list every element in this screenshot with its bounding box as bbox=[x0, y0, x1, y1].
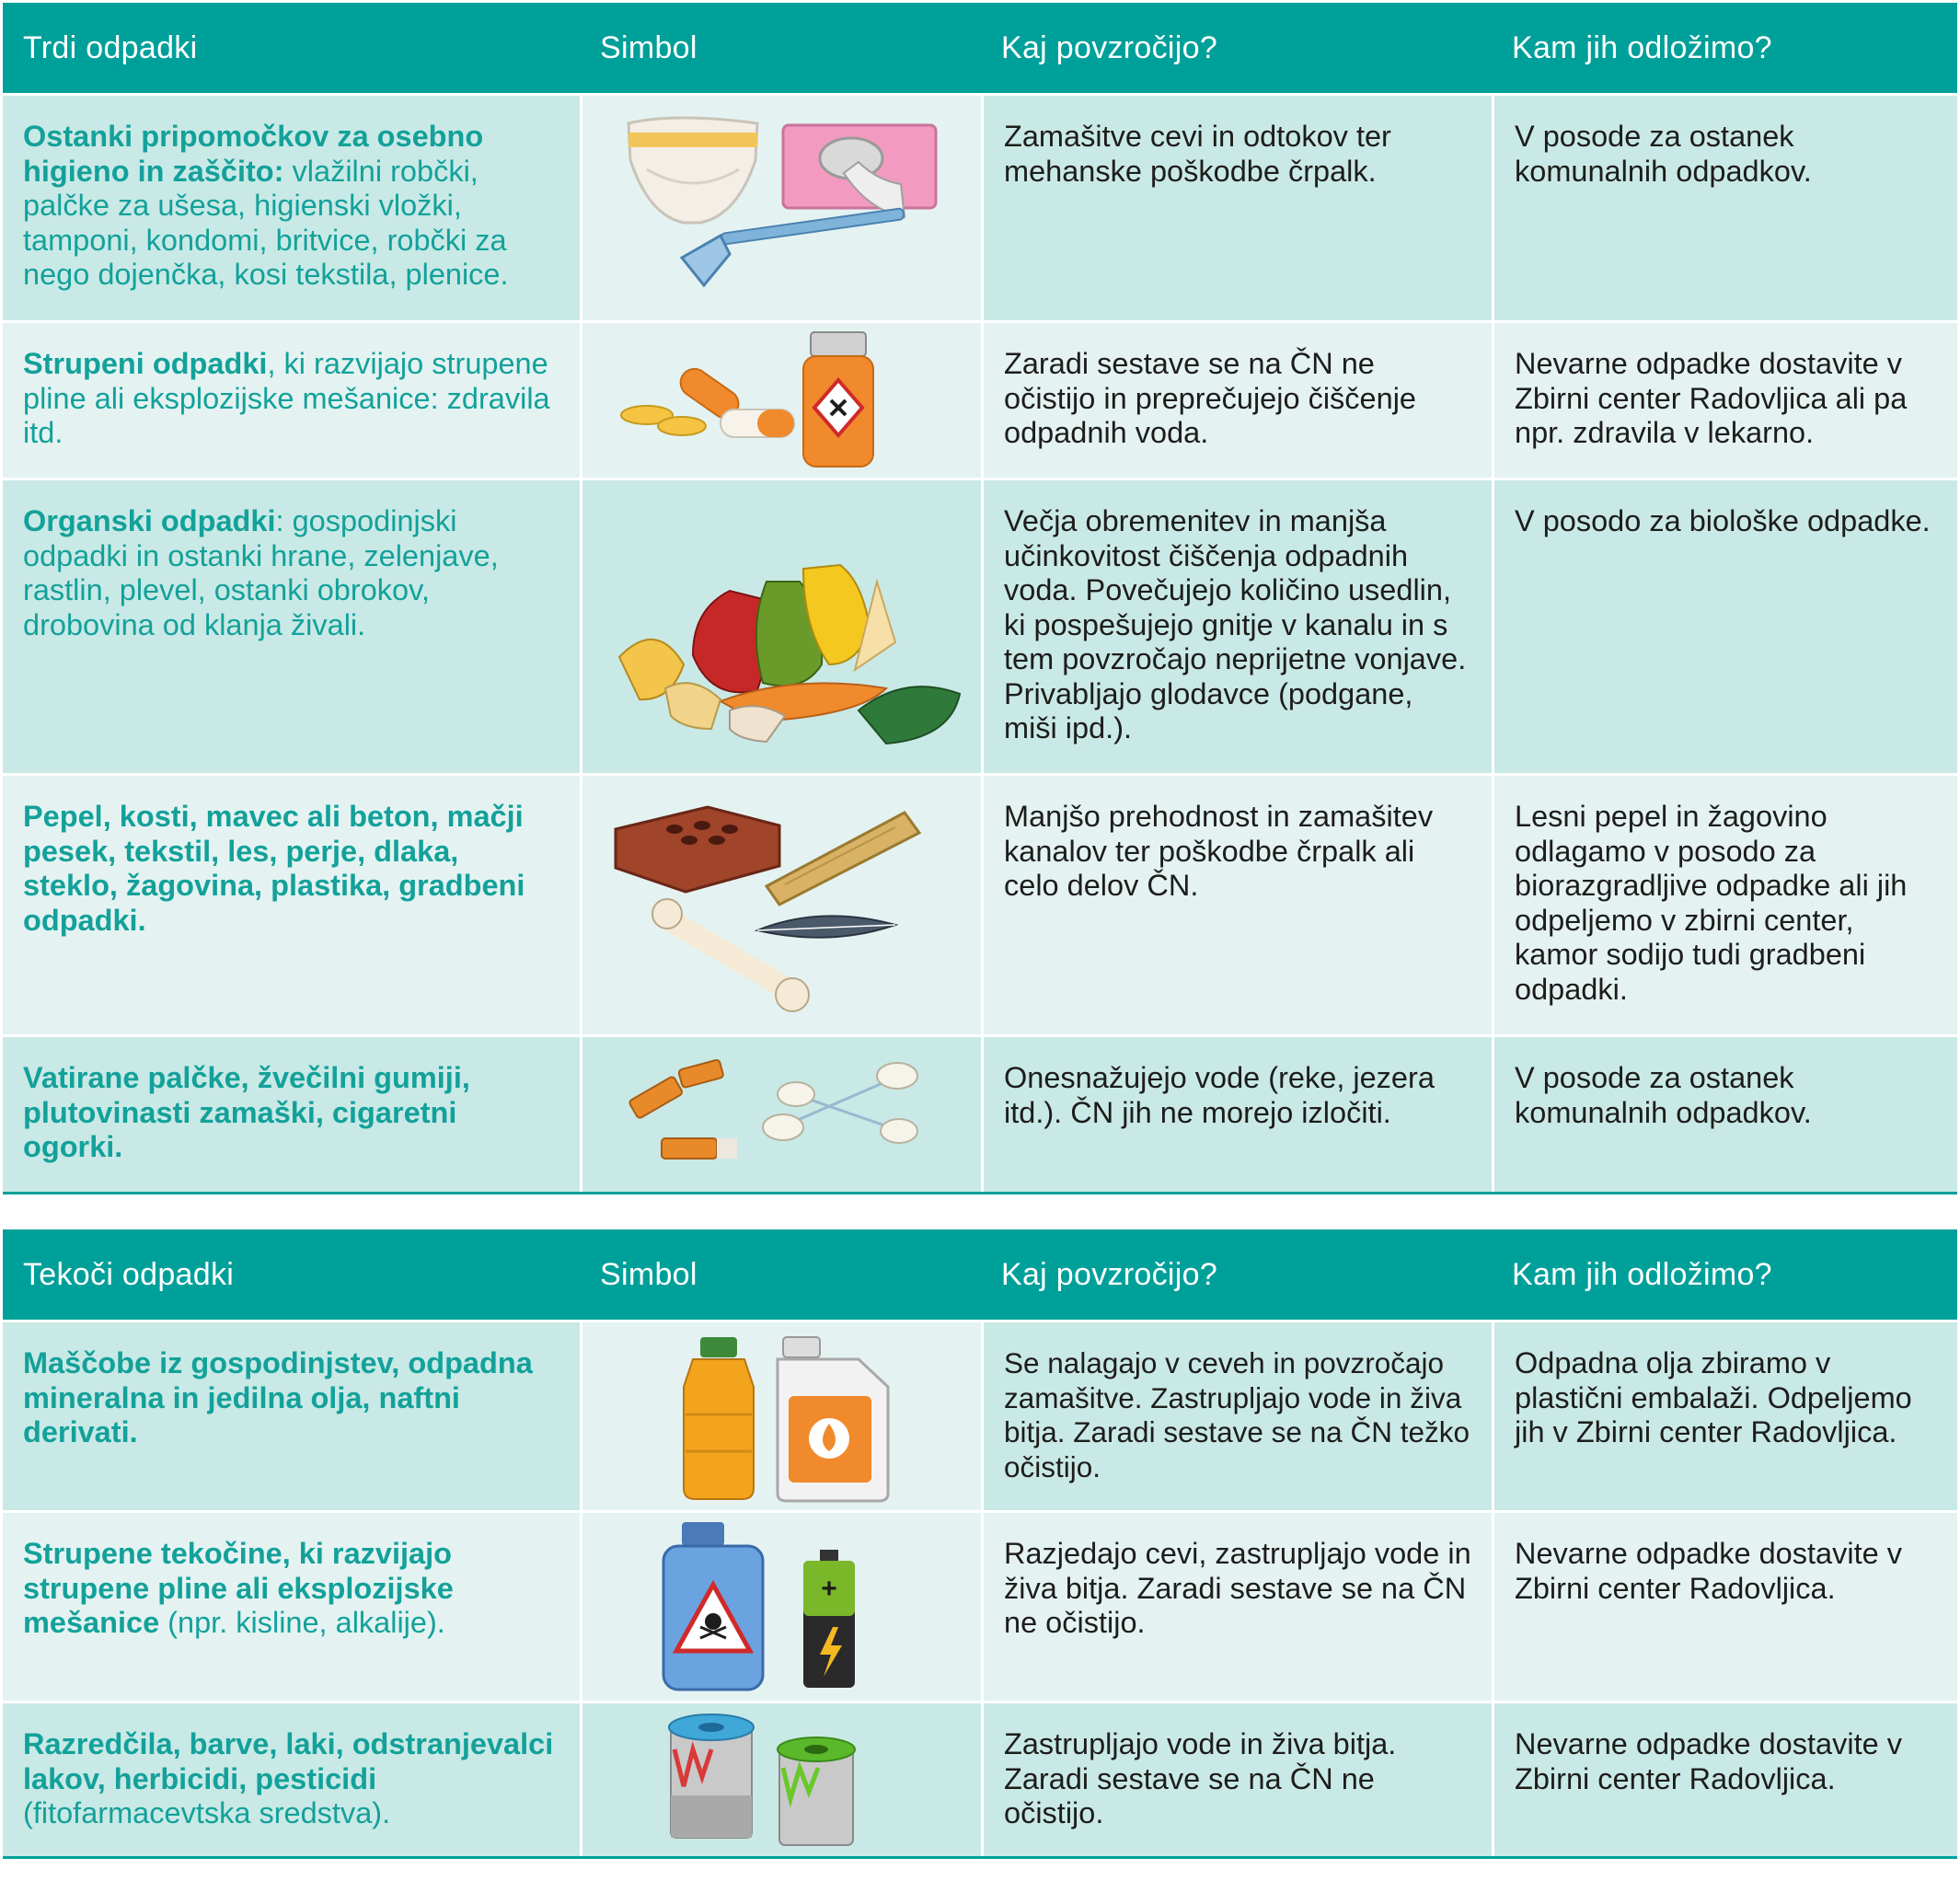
header-effect: Kaj povzročijo? bbox=[1001, 30, 1218, 65]
waste-type-cell: Maščobe iz gospodinjstev, odpadna mineralna in jedilna olja, naftni derivati. bbox=[3, 1322, 580, 1510]
paint-can-icon bbox=[669, 1714, 754, 1838]
table-header bbox=[3, 1229, 1957, 1320]
effect-cell: Zamašitve cevi in odtokov ter mehanske poškodbe črpalk. bbox=[981, 96, 1492, 320]
header-disposal: Kam jih odložimo? bbox=[1512, 30, 1772, 65]
waste-type-cell: Strupene tekočine, ki razvijajo strupene pline ali eksplozijske mešanice (npr. kisline, alkalije). bbox=[3, 1513, 580, 1701]
table-header bbox=[3, 3, 1957, 93]
feather-icon bbox=[757, 916, 895, 937]
table-row bbox=[3, 93, 1957, 320]
header-disposal: Kam jih odložimo? bbox=[1512, 1257, 1772, 1292]
battery-icon bbox=[803, 1550, 855, 1688]
table-row bbox=[3, 1510, 1957, 1701]
waste-type-cell: Vatirane palčke, žvečilni gumiji, plutovinasti zamaški, cigaretni ogorki. bbox=[3, 1037, 580, 1192]
diaper-icon bbox=[628, 118, 757, 223]
wood-plank-icon bbox=[767, 813, 919, 905]
toxic-canister-icon bbox=[663, 1522, 763, 1690]
motor-oil-canister-icon bbox=[778, 1337, 888, 1501]
table-row bbox=[3, 1034, 1957, 1192]
header-symbol: Simbol bbox=[600, 1257, 698, 1292]
symbol-cell bbox=[580, 480, 981, 773]
disposal-cell: V posode za ostanek komunalnih odpadkov. bbox=[1492, 96, 1957, 320]
table-row bbox=[3, 1320, 1957, 1510]
wet-wipes-icon bbox=[783, 125, 936, 217]
symbol-cell bbox=[580, 1322, 981, 1510]
disposal-cell: Nevarne odpadke dostavite v Zbirni center Radovljica ali pa npr. zdravila v lekarno. bbox=[1492, 323, 1957, 478]
effect-cell: Zaradi sestave se na ČN ne očistijo in preprečujejo čiščenje odpadnih voda. bbox=[981, 323, 1492, 478]
svg-text:+: + bbox=[821, 1574, 837, 1604]
effect-cell: Manjšo prehodnost in zamašitev kanalov ter poškodbe črpalk ali celo delov ČN. bbox=[981, 776, 1492, 1034]
disposal-cell: Nevarne odpadke dostavite v Zbirni center Radovljica. bbox=[1492, 1513, 1957, 1701]
cooking-oil-bottle-icon bbox=[684, 1337, 754, 1499]
pills-icon bbox=[621, 364, 794, 437]
food-waste-icon bbox=[582, 480, 984, 773]
header-symbol: Simbol bbox=[600, 30, 698, 65]
header-waste-type: Trdi odpadki bbox=[23, 30, 198, 65]
medicine-bottle-icon bbox=[803, 332, 873, 467]
table-row bbox=[3, 320, 1957, 478]
waste-type-cell: Ostanki pripomočkov za osebno higieno in zaščito: vlažilni robčki, palčke za ušesa, higienski vložki, tamponi, kondomi, britvice, robčki za nego dojenčka, kosi tekstila, plenice. bbox=[3, 96, 580, 320]
effect-cell: Se nalagajo v ceveh in povzročajo zamašitve. Zastrupljajo vode in živa bitja. Zaradi sestave se na ČN težko očistijo. bbox=[981, 1322, 1492, 1510]
header-effect: Kaj povzročijo? bbox=[1001, 1257, 1218, 1292]
effect-cell: Onesnažujejo vode (reke, jezera itd.). ČN jih ne morejo izločiti. bbox=[981, 1037, 1492, 1192]
symbol-cell bbox=[580, 323, 981, 478]
brick-icon bbox=[616, 807, 779, 892]
symbol-cell bbox=[580, 1513, 981, 1701]
disposal-cell: Nevarne odpadke dostavite v Zbirni center Radovljica. bbox=[1492, 1703, 1957, 1856]
effect-cell: Zastrupljajo vode in živa bitja. Zaradi sestave se na ČN ne očistijo. bbox=[981, 1703, 1492, 1856]
liquid-waste-table bbox=[3, 1229, 1957, 1859]
disposal-cell: V posode za ostanek komunalnih odpadkov. bbox=[1492, 1037, 1957, 1192]
cigarette-butts-icon bbox=[628, 1059, 737, 1159]
table-row bbox=[3, 773, 1957, 1034]
symbol-cell bbox=[580, 1037, 981, 1192]
effect-cell: Večja obremenitev in manjša učinkovitost čiščenja odpadnih voda. Povečujejo količino usedlin, ki pospešujejo gnitje v kanalu in s tem povzročajo neprijetne vonjave. Privabljajo glodavce (podgane, miši ipd.). bbox=[981, 480, 1492, 773]
solid-waste-table bbox=[3, 3, 1957, 1194]
waste-type-cell: Pepel, kosti, mavec ali beton, mačji pesek, tekstil, les, perje, dlaka, steklo, žagovina, plastika, gradbeni odpadki. bbox=[3, 776, 580, 1034]
cotton-swabs-icon bbox=[763, 1063, 917, 1143]
disposal-cell: V posodo za biološke odpadke. bbox=[1492, 480, 1957, 773]
waste-type-cell: Strupeni odpadki, ki razvijajo strupene pline ali eksplozijske mešanice: zdravila itd. bbox=[3, 323, 580, 478]
disposal-cell: Lesni pepel in žagovino odlagamo v posodo za biorazgradljive odpadke ali jih odpeljemo v zbirni center, kamor sodijo tudi gradbeni odpadki. bbox=[1492, 776, 1957, 1034]
bone-icon bbox=[652, 899, 809, 1011]
symbol-cell bbox=[580, 1703, 981, 1856]
table-row bbox=[3, 478, 1957, 773]
header-waste-type: Tekoči odpadki bbox=[23, 1257, 235, 1292]
effect-cell: Razjedajo cevi, zastrupljajo vode in živa bitja. Zaradi sestave se na ČN ne očistijo. bbox=[981, 1513, 1492, 1701]
symbol-cell bbox=[580, 96, 981, 320]
waste-type-cell: Organski odpadki: gospodinjski odpadki in ostanki hrane, zelenjave, rastlin, plevel, ostanki obrokov, drobovina od klanja živali. bbox=[3, 480, 580, 773]
razor-icon bbox=[682, 208, 905, 285]
table-row bbox=[3, 1701, 1957, 1856]
symbol-cell bbox=[580, 776, 981, 1034]
disposal-cell: Odpadna olja zbiramo v plastični embalaži. Odpeljemo jih v Zbirni center Radovljica. bbox=[1492, 1322, 1957, 1510]
waste-type-cell: Razredčila, barve, laki, odstranjevalci lakov, herbicidi, pesticidi (fitofarmacevtska sredstva). bbox=[3, 1703, 580, 1856]
paint-can-icon bbox=[778, 1737, 855, 1845]
